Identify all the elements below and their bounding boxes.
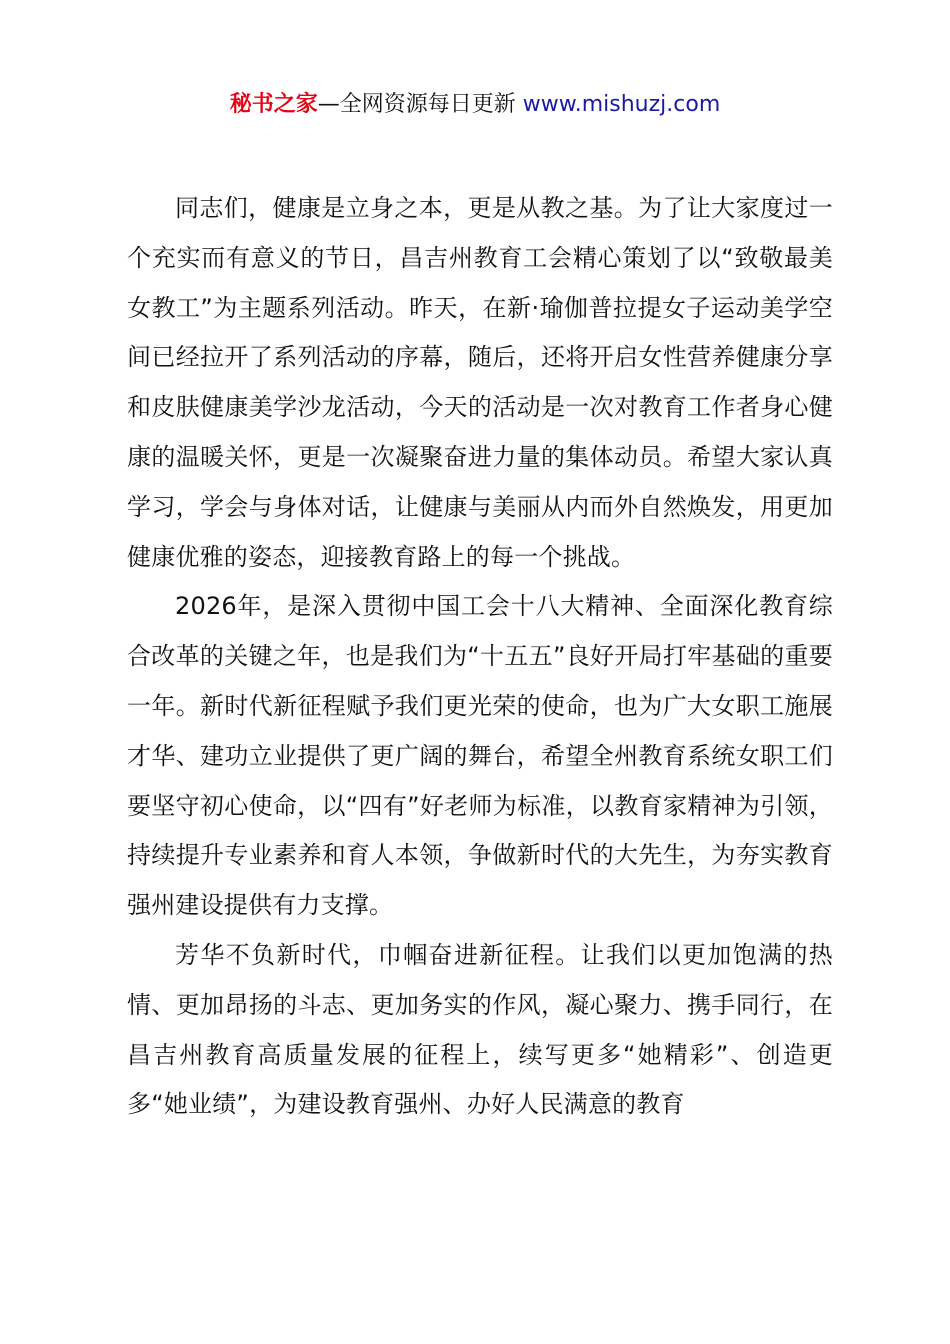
- brand-name: 秘书之家: [229, 92, 318, 117]
- header-url[interactable]: www.mishuzj.com: [522, 92, 721, 117]
- document-body: [127, 184, 833, 1130]
- page-header: [0, 88, 950, 122]
- paragraph-2: 2026年，是深入贯彻中国工会十八大精神、全面深化教育综合改革的关键之年，也是我们为“十五五”良好开局打牢基础的重要一年。新时代新征程赋予我们更光荣的使命，也为广大女职工施展才华、建功立业提供了更广阔的舞台，希望全州教育系统女职工们要坚守初心使命，以“四有”好老师为标准，以教育家精神为引领，持续提升专业素养和育人本领，争做新时代的大先生，为夯实教育强州建设提供有力支撑。: [127, 592, 833, 920]
- header-tagline: —全网资源每日更新: [317, 92, 523, 117]
- paragraph-1: 同志们，健康是立身之本，更是从教之基。为了让大家度过一个充实而有意义的节日，昌吉州教育工会精心策划了以“致敬最美女教工”为主题系列活动。昨天，在新·瑜伽普拉提女子运动美学空间已经拉开了系列活动的序幕，随后，还将开启女性营养健康分享和皮肤健康美学沙龙活动，今天的活动是一次对教育工作者身心健康的温暖关怀，更是一次凝聚奋进力量的集体动员。希望大家认真学习，学会与身体对话，让健康与美丽从内而外自然焕发，用更加健康优雅的姿态，迎接教育路上的每一个挑战。: [127, 194, 833, 571]
- paragraph-3: 芳华不负新时代，巾帼奋进新征程。让我们以更加饱满的热情、更加昂扬的斗志、更加务实的作风，凝心聚力、携手同行，在昌吉州教育高质量发展的征程上，续写更多“她精彩”、创造更多“她业绩”，为建设教育强州、办好人民满意的教育: [127, 940, 833, 1119]
